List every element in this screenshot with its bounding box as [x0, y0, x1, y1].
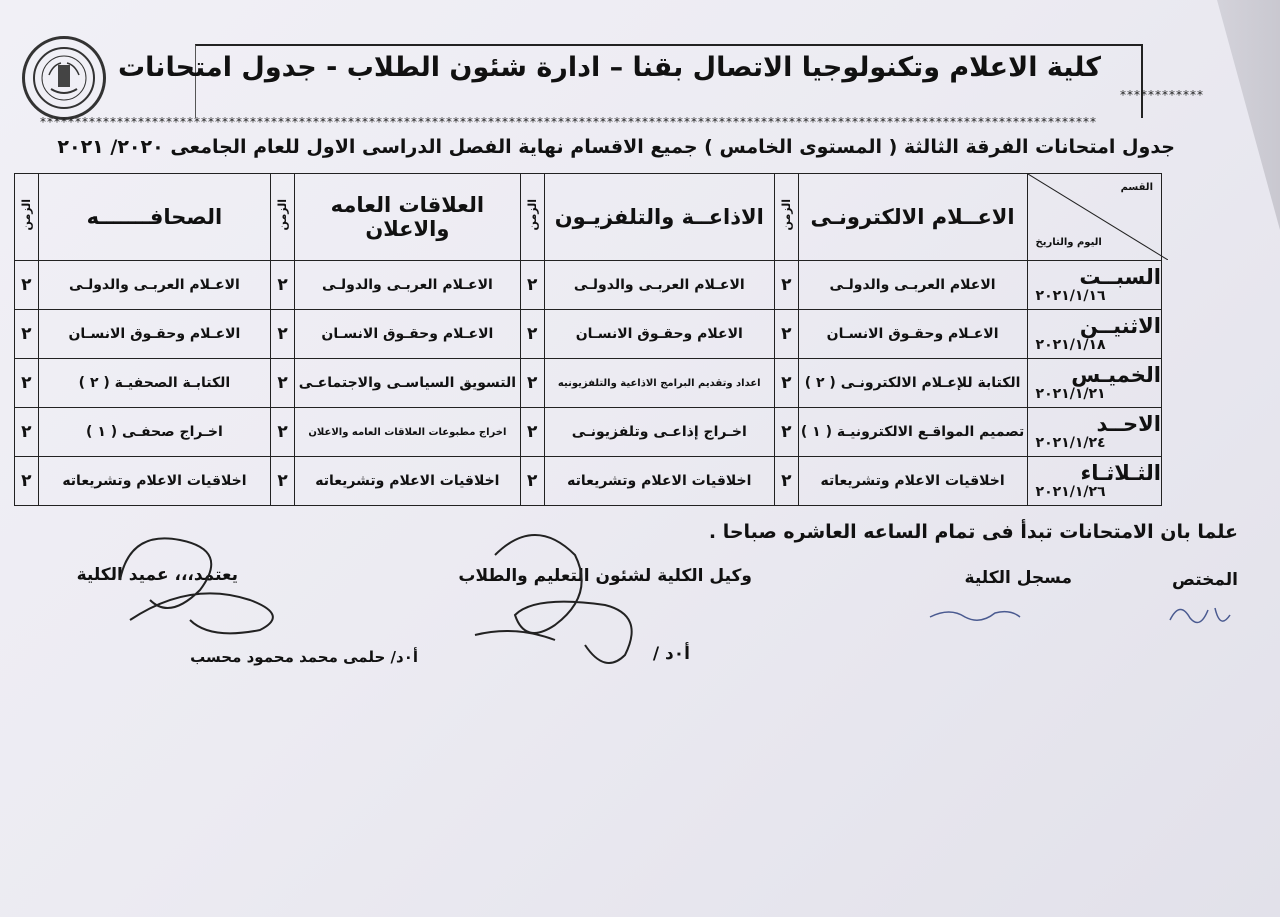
- time-cell: ٢: [775, 261, 799, 310]
- page-fold: [1190, 0, 1280, 230]
- day-cell: الثـلاثـاء ٢٠٢١/١/٢٦: [1027, 457, 1161, 506]
- time-cell: ٢: [15, 408, 39, 457]
- table-row: [15, 408, 1162, 457]
- table-row: [15, 310, 1162, 359]
- vice-dean-name: أ٠د /: [652, 644, 690, 664]
- subject-cell: اخلاقيات الاعلام وتشريعاته: [544, 457, 775, 506]
- time-header: الزمن: [520, 174, 544, 261]
- time-cell: ٢: [775, 457, 799, 506]
- dept-header-journalism: الصحافـــــــه: [38, 174, 271, 261]
- specialist-label: المختص: [1172, 570, 1238, 590]
- table-header-row: [15, 174, 1162, 261]
- table-row: [15, 359, 1162, 408]
- corner-cell: [1027, 174, 1161, 261]
- specialist-signature: [1160, 590, 1240, 640]
- vice-dean-label: وكيل الكلية لشئون التعليم والطلاب: [458, 566, 752, 586]
- time-cell: ٢: [271, 408, 295, 457]
- time-cell: ٢: [271, 310, 295, 359]
- corner-top-label: القسم: [1120, 182, 1153, 193]
- subject-cell: الكتابة للإعـلام الالكترونـى ( ٢ ): [798, 359, 1027, 408]
- subject-cell: اخلاقيات الاعلام وتشريعاته: [294, 457, 520, 506]
- subject-cell: الاعـلام العربـى والدولـى: [294, 261, 520, 310]
- schedule-subtitle: جدول امتحانات الفرقة الثالثة ( المستوى الخامس ) جميع الاقسام نهاية الفصل الدراسى الاول للعام الجامعى ٢٠٢٠/ ٢٠٢١: [57, 136, 1175, 158]
- subject-cell: اخـراج صحفـى ( ١ ): [38, 408, 271, 457]
- subject-cell: تصميم المواقـع الالكترونيـة ( ١ ): [798, 408, 1027, 457]
- subject-cell: الاعلام العربـى والدولـى: [798, 261, 1027, 310]
- day-cell: السبــت ٢٠٢١/١/١٦: [1027, 261, 1161, 310]
- subject-cell: الاعلام وحقـوق الانسـان: [544, 310, 775, 359]
- dean-signature: [90, 520, 300, 640]
- time-header: الزمن: [775, 174, 799, 261]
- dean-label: يعتمد،،، عميد الكلية: [76, 565, 238, 585]
- dept-header-radio-tv: الاذاعــة والتلفزيـون: [544, 174, 775, 261]
- time-cell: ٢: [520, 457, 544, 506]
- subject-cell: الاعـلام العربـى والدولـى: [38, 261, 271, 310]
- subject-cell: اخـراج إذاعـى وتلفزيونـى: [544, 408, 775, 457]
- star-line-top: ************: [1120, 88, 1204, 102]
- time-cell: ٢: [271, 359, 295, 408]
- subject-cell: الاعـلام العربـى والدولـى: [544, 261, 775, 310]
- subject-cell: اخلاقيات الاعلام وتشريعاته: [38, 457, 271, 506]
- time-cell: ٢: [15, 261, 39, 310]
- table-row: [15, 457, 1162, 506]
- time-cell: ٢: [520, 359, 544, 408]
- star-line-bottom: *******************************************************************************************************************************************************: [40, 115, 1097, 129]
- subject-cell: التسويق السياسـى والاجتماعـى: [294, 359, 520, 408]
- subject-cell: اخراج مطبوعات العلاقات العامه والاعلان: [294, 408, 520, 457]
- exam-start-note: علما بان الامتحانات تبدأ فى تمام الساعه العاشره صباحا .: [708, 521, 1238, 543]
- time-cell: ٢: [271, 457, 295, 506]
- corner-bottom-label: اليوم والتاريخ: [1035, 237, 1102, 248]
- faculty-logo: [22, 36, 106, 120]
- header-box: [118, 44, 1143, 118]
- time-cell: ٢: [15, 457, 39, 506]
- header-title: كلية الاعلام وتكنولوجيا الاتصال بقنا – ادارة شئون الطلاب - جدول امتحانات: [118, 52, 1101, 83]
- vice-dean-signature: [455, 515, 665, 675]
- time-cell: ٢: [15, 310, 39, 359]
- exam-schedule-table: [14, 173, 1162, 506]
- subject-cell: اعداد وتقديم البرامج الاذاعية والتلفزيونيه: [544, 359, 775, 408]
- dept-header-pr: العلاقات العامه والاعلان: [294, 174, 520, 261]
- time-cell: ٢: [775, 408, 799, 457]
- subject-cell: الاعـلام وحقـوق الانسـان: [798, 310, 1027, 359]
- registrar-signature: [925, 595, 1025, 635]
- day-cell: الاحــد ٢٠٢١/١/٢٤: [1027, 408, 1161, 457]
- day-cell: الخميـس ٢٠٢١/١/٢١: [1027, 359, 1161, 408]
- subject-cell: الكتابـة الصحفيـة ( ٢ ): [38, 359, 271, 408]
- day-cell: الاثنيــن ٢٠٢١/١/١٨: [1027, 310, 1161, 359]
- time-header: الزمن: [15, 174, 39, 261]
- time-cell: ٢: [775, 310, 799, 359]
- time-cell: ٢: [520, 261, 544, 310]
- registrar-label: مسجل الكلية: [964, 568, 1072, 588]
- time-cell: ٢: [271, 261, 295, 310]
- subject-cell: اخلاقيات الاعلام وتشريعاته: [798, 457, 1027, 506]
- subject-cell: الاعـلام وحقـوق الانسـان: [38, 310, 271, 359]
- dean-name: أ٠د/ حلمى محمد محمود محسب: [190, 648, 418, 666]
- table-row: [15, 261, 1162, 310]
- time-cell: ٢: [15, 359, 39, 408]
- time-cell: ٢: [520, 310, 544, 359]
- time-header: الزمن: [271, 174, 295, 261]
- subject-cell: الاعـلام وحقـوق الانسـان: [294, 310, 520, 359]
- dept-header-electronic: الاعــلام الالكترونـى: [798, 174, 1027, 261]
- time-cell: ٢: [520, 408, 544, 457]
- time-cell: ٢: [775, 359, 799, 408]
